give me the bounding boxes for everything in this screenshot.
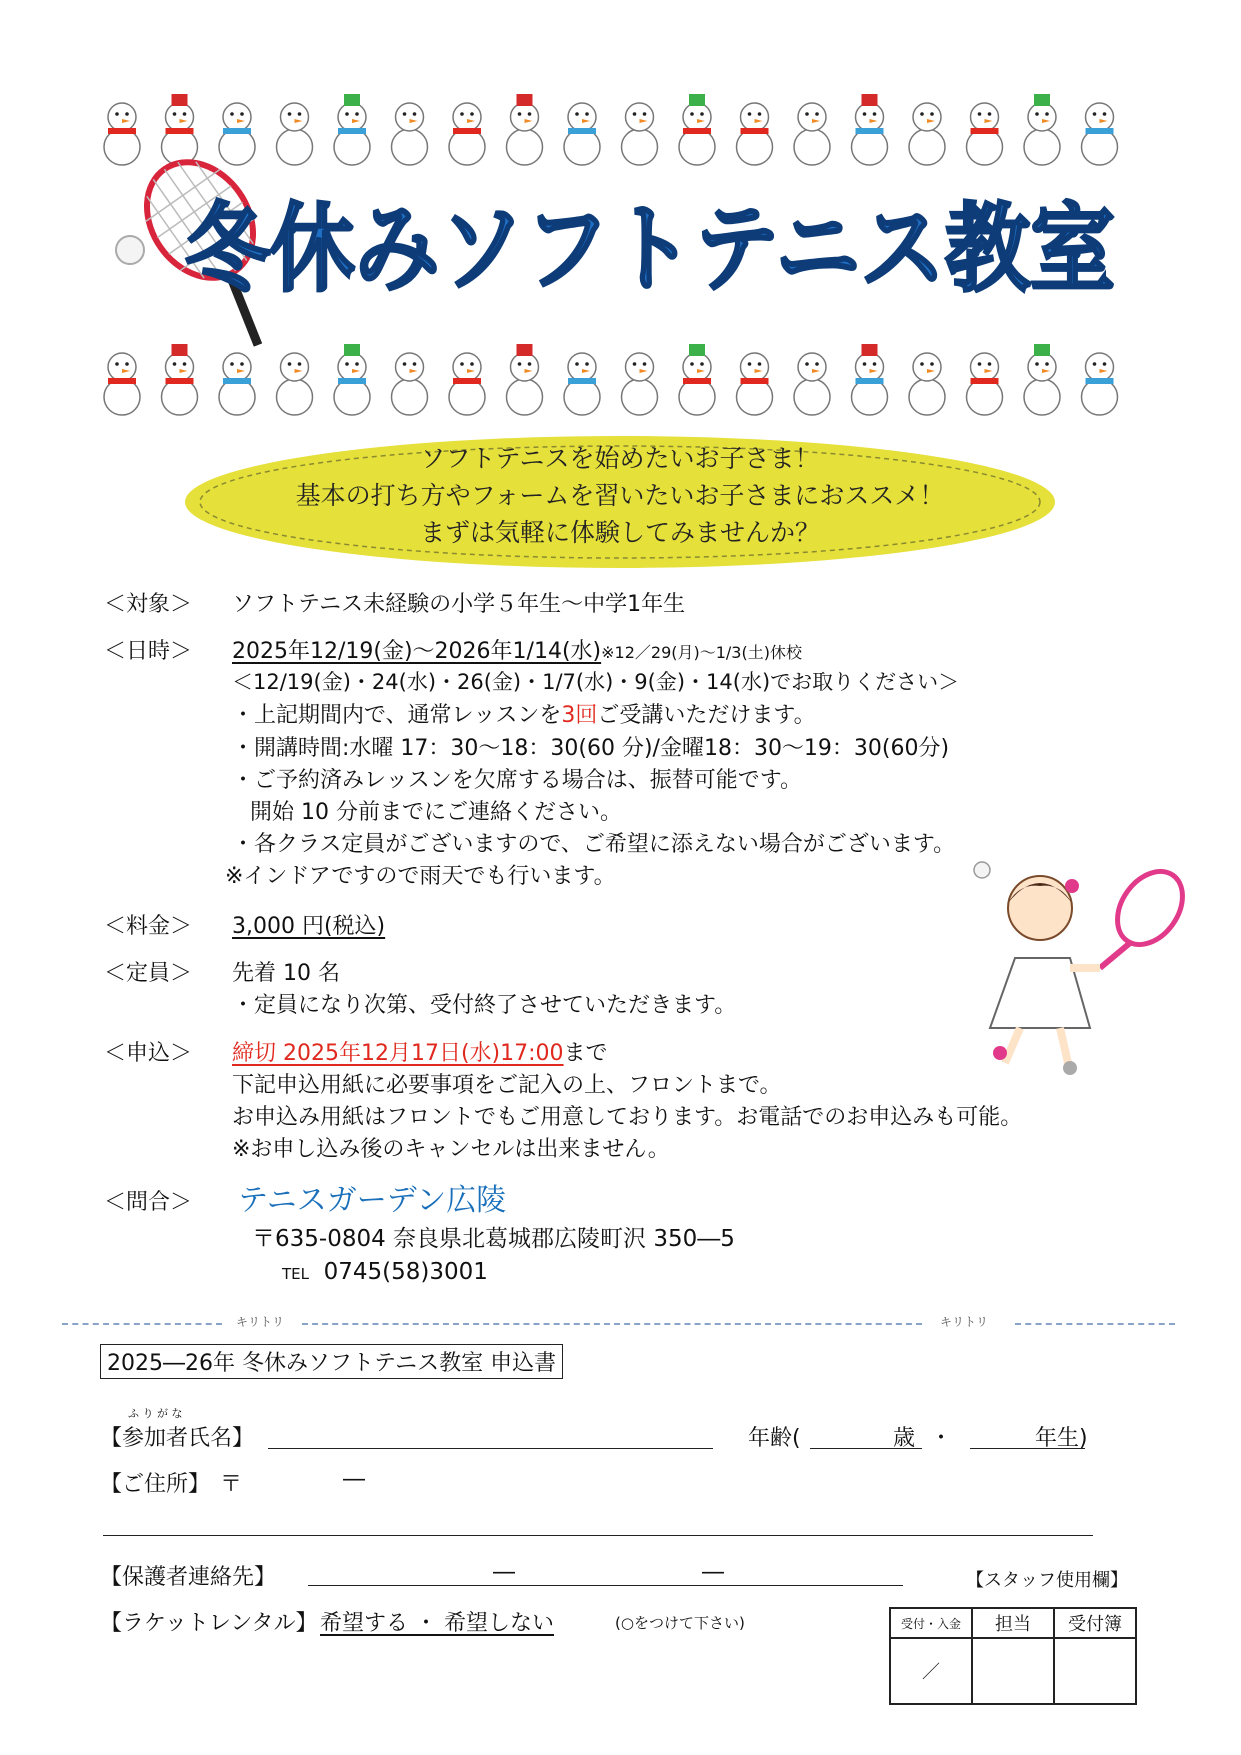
- snowman-icon: [104, 353, 140, 415]
- schedule-line3: [232, 698, 816, 729]
- form-title: 2025―26年 冬休みソフトテニス教室 申込書: [100, 1344, 563, 1379]
- application-deadline: 締切 2025年12月17日(水)17:00: [232, 1041, 564, 1066]
- snowman-icon: [392, 103, 428, 165]
- snowman-icon: [449, 353, 485, 415]
- application-deadline-row: [232, 1036, 608, 1067]
- snowman-icon: [737, 353, 773, 415]
- application-label: ＜申込＞: [104, 1041, 193, 1066]
- postal-dash: ―: [343, 1467, 365, 1492]
- postal-mark: 〒: [220, 1472, 243, 1497]
- intro-text: [180, 440, 1060, 551]
- capacity-note: ・定員になり次第、受付終了させていただきます。: [232, 993, 737, 1018]
- staff-cell-person[interactable]: [972, 1638, 1054, 1704]
- snowman-icon: [679, 344, 715, 415]
- racket-rental-options[interactable]: 希望する ・ 希望しない: [320, 1611, 554, 1636]
- schedule-line5: ・ご予約済みレッスンを欠席する場合は、振替可能です。: [232, 768, 803, 793]
- furigana-label: ふ り が な: [128, 1407, 183, 1420]
- snowman-icon: [334, 94, 370, 165]
- fee-label: ＜料金＞: [104, 914, 193, 939]
- snowman-icon: [449, 103, 485, 165]
- page-title-text: 冬休みソフトテニス教室: [185, 193, 1115, 305]
- schedule-line3-a: ・上記期間内で、通常レッスンを: [232, 703, 562, 728]
- staff-col-person: 担当: [972, 1608, 1054, 1638]
- grade-unit: 年生): [1035, 1426, 1088, 1451]
- snowman-row-bottom: [100, 342, 1140, 422]
- snowman-icon: [392, 353, 428, 415]
- snowman-icon: [909, 353, 945, 415]
- snowman-icon: [507, 94, 543, 165]
- application-deadline-suffix: まで: [563, 1041, 608, 1066]
- snowman-icon: [1024, 94, 1060, 165]
- address-label: 【ご住所】: [100, 1472, 211, 1497]
- racket-rental-note: (○をつけて下さい): [615, 1614, 745, 1632]
- snowman-icon: [852, 94, 888, 165]
- snowman-icon: [909, 103, 945, 165]
- snowman-icon: [564, 353, 600, 415]
- contact-name: テニスガーデン広陵: [238, 1183, 507, 1218]
- schedule-holiday-note: ※12／29(月)～1/3(土)休校: [601, 643, 802, 662]
- snowman-icon: [679, 94, 715, 165]
- snowman-icon: [1024, 344, 1060, 415]
- age-grade-separator: ・: [930, 1426, 953, 1451]
- schedule-period: 2025年12/19(金)～2026年1/14(水): [232, 639, 602, 664]
- fee-value: 3,000 円(税込): [232, 914, 386, 939]
- staff-col-register: 受付簿: [1054, 1608, 1136, 1638]
- application-line3: お申込み用紙はフロントでもご用意しております。お電話でのお申込みも可能。: [232, 1105, 1023, 1130]
- guardian-phone-dash-2: ―: [702, 1560, 724, 1585]
- staff-col-reception: 受付・入金: [890, 1608, 972, 1638]
- participant-name-field[interactable]: [268, 1448, 713, 1449]
- intro-line-2: 基本の打ち方やフォームを習いたいお子さまにおススメ！: [295, 481, 945, 510]
- capacity-label: ＜定員＞: [104, 961, 193, 986]
- schedule-line7: ・各クラス定員がございますので、ご希望に添えない場合がございます。: [232, 832, 956, 857]
- contact-tel: 0745(58)3001: [323, 1259, 488, 1285]
- snowman-icon: [967, 103, 1003, 165]
- snowman-icon: [852, 344, 888, 415]
- application-line2: 下記申込用紙に必要事項をご記入の上、フロントまで。: [232, 1073, 782, 1098]
- participant-name-label: 【参加者氏名】: [100, 1426, 255, 1451]
- snowman-icon: [219, 353, 255, 415]
- snowman-icon: [794, 103, 830, 165]
- cut-label-left: キリトリ: [236, 1315, 285, 1329]
- intro-line-3: まずは気軽に体験してみませんか？: [419, 518, 820, 547]
- contact-tel-row: [282, 1259, 488, 1285]
- cut-line-left: [62, 1323, 222, 1325]
- schedule-line3-b: ご受講いただけます。: [597, 703, 816, 728]
- snowman-icon: [737, 103, 773, 165]
- guardian-phone-field[interactable]: [308, 1585, 903, 1586]
- girl-tennis-illustration: [960, 858, 1200, 1078]
- schedule-line6: 開始 10 分前までにご連絡ください。: [250, 800, 622, 825]
- staff-cell-register[interactable]: [1054, 1638, 1136, 1704]
- staff-table: [889, 1607, 1137, 1705]
- schedule-line4: ・開講時間:水曜 17：30～18：30(60 分)/金曜18：30～19：30(60分): [232, 736, 950, 761]
- schedule-label: ＜日時＞: [104, 639, 193, 664]
- staff-section-title: 【スタッフ使用欄】: [966, 1570, 1128, 1591]
- target-label: ＜対象＞: [104, 592, 193, 617]
- snowman-icon: [1082, 103, 1118, 165]
- snowman-icon: [967, 353, 1003, 415]
- schedule-line8: ※インドアですので雨天でも行います。: [225, 864, 616, 889]
- racket-rental-label: 【ラケットレンタル】: [100, 1611, 318, 1636]
- snowman-icon: [564, 103, 600, 165]
- cut-line-middle: [302, 1323, 922, 1325]
- snowman-icon: [277, 353, 313, 415]
- snowman-icon: [334, 344, 370, 415]
- schedule-dates: ＜12/19(金)・24(水)・26(金)・1/7(水)・9(金)・14(水)でお取りください＞: [232, 670, 960, 694]
- tel-label: TEL: [282, 1265, 309, 1283]
- page-title: [170, 170, 1130, 320]
- lesson-count: 3回: [561, 703, 598, 728]
- contact-address: 〒635-0804 奈良県北葛城郡広陵町沢 350―5: [252, 1226, 735, 1252]
- intro-line-1: ソフトテニスを始めたいお子さま！: [420, 444, 820, 473]
- snowman-icon: [622, 103, 658, 165]
- capacity-value: 先着 10 名: [232, 961, 340, 986]
- cut-line-right: [1015, 1323, 1175, 1325]
- snowman-icon: [507, 344, 543, 415]
- age-label: 年齢(: [748, 1426, 801, 1451]
- guardian-phone-dash-1: ―: [493, 1560, 515, 1585]
- snowman-icon: [794, 353, 830, 415]
- snowman-icon: [1082, 353, 1118, 415]
- snowman-icon: [622, 353, 658, 415]
- snowman-icon: [277, 103, 313, 165]
- snowman-icon: [162, 344, 198, 415]
- schedule-period-row: [232, 634, 802, 665]
- guardian-label: 【保護者連絡先】: [100, 1565, 277, 1590]
- age-unit: 歳: [893, 1426, 916, 1451]
- staff-cell-reception[interactable]: ／: [890, 1638, 972, 1704]
- cut-label-right: キリトリ: [940, 1315, 989, 1329]
- target-value: ソフトテニス未経験の小学５年生～中学1年生: [232, 592, 686, 617]
- contact-label: ＜問合＞: [104, 1190, 193, 1215]
- application-line4: ※お申し込み後のキャンセルは出来ません。: [232, 1137, 670, 1162]
- address-field[interactable]: [103, 1535, 1093, 1536]
